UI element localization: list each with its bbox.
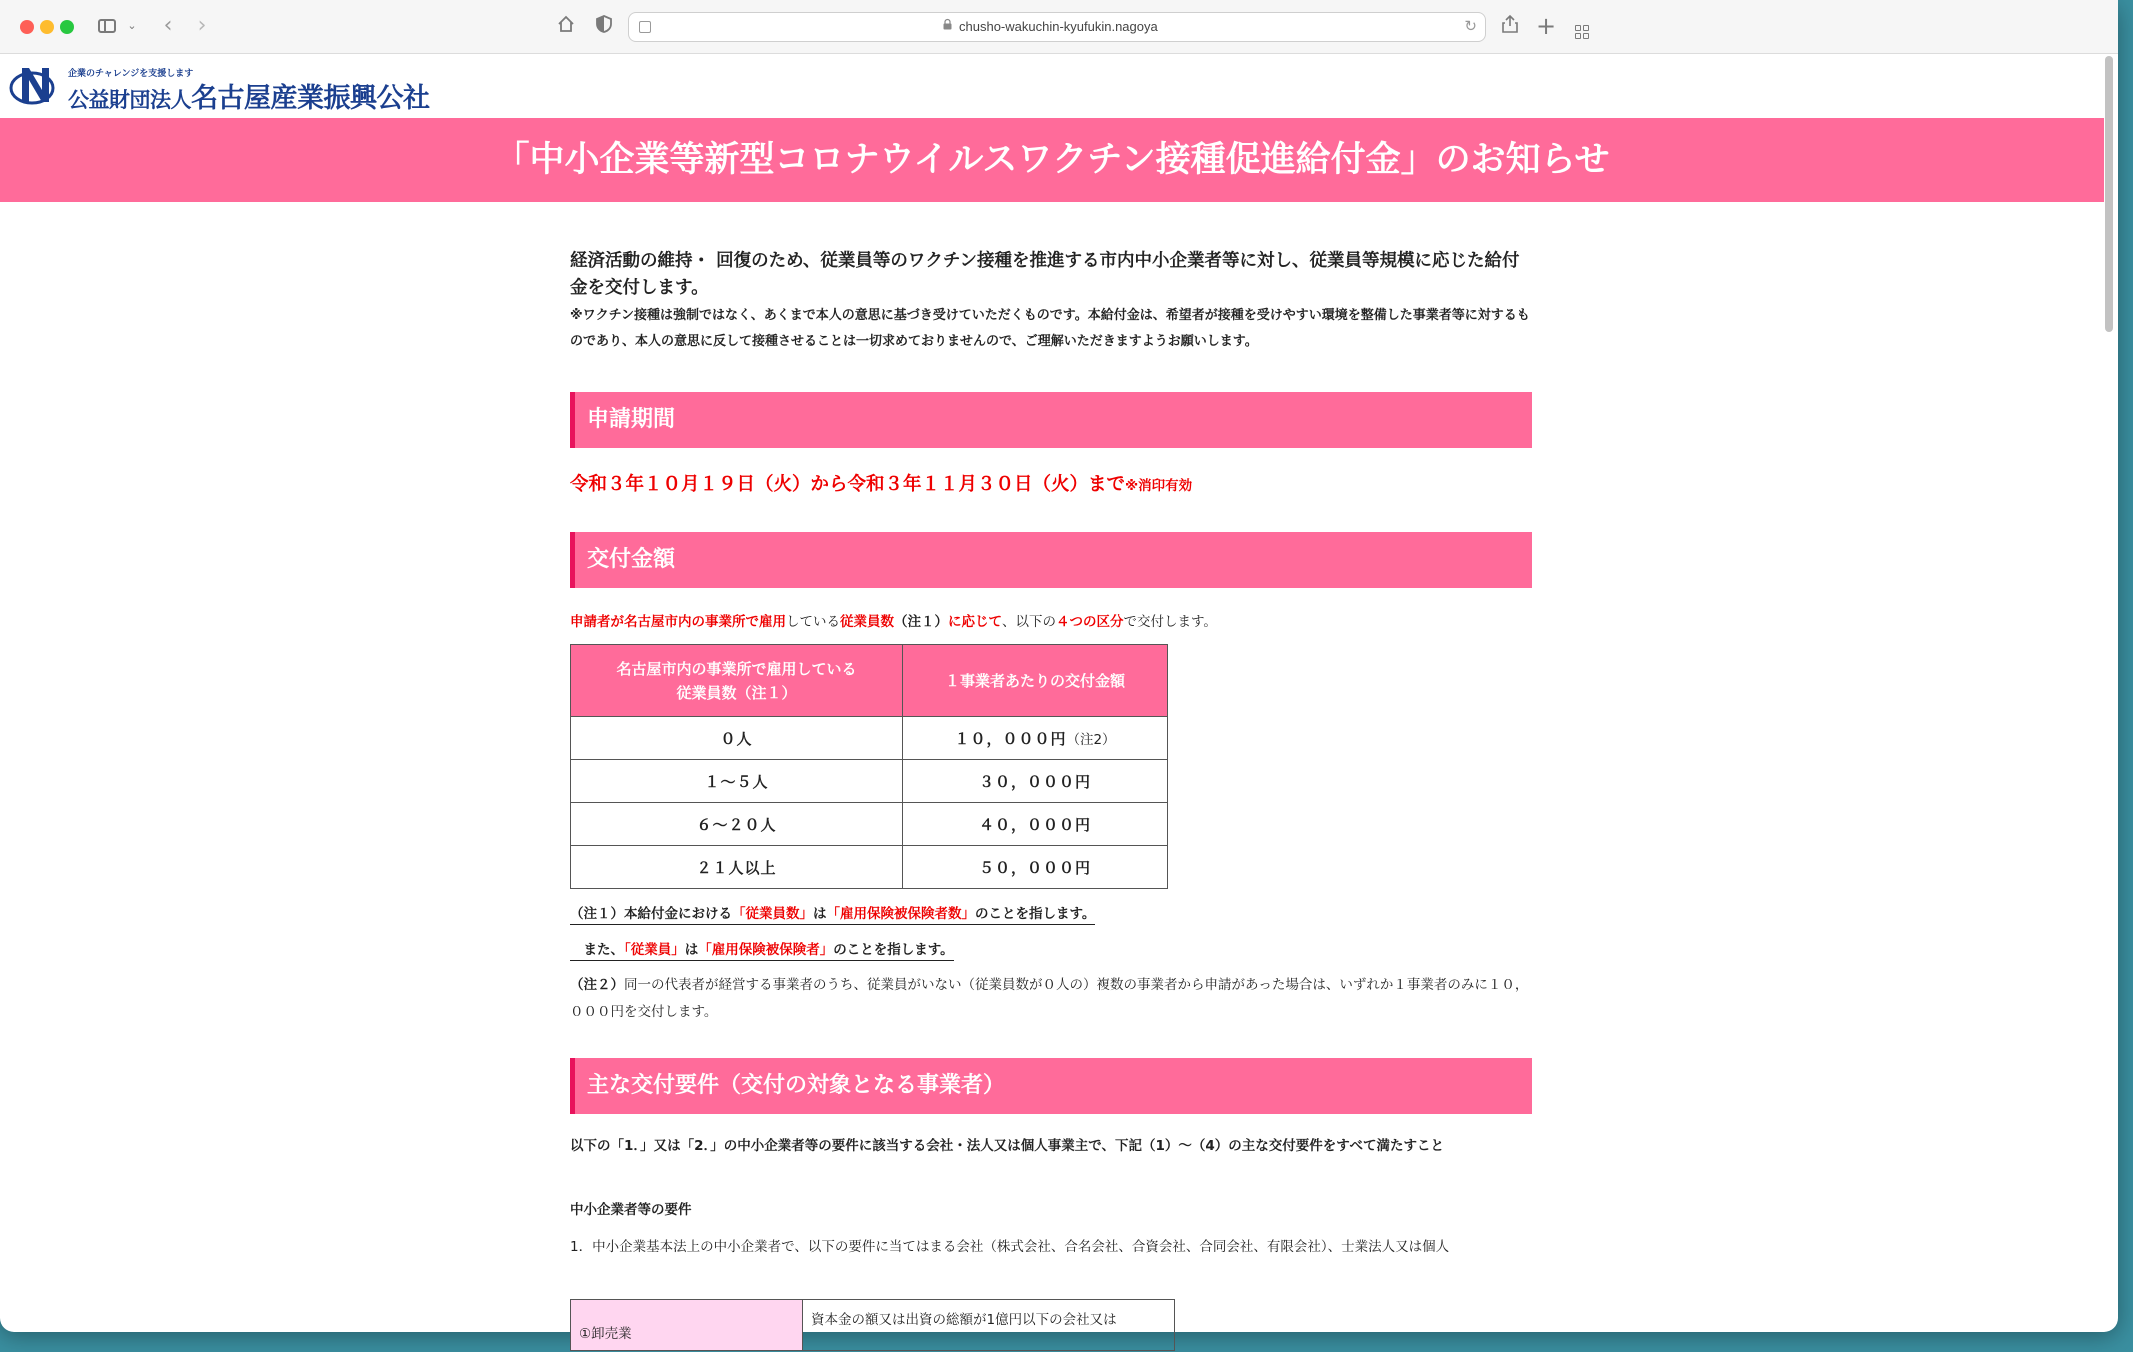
note1-part: 「雇用保険被保険者数」 [826,906,975,922]
amount-description [570,610,1217,630]
logo-prefix: 公益財団法人 [68,88,191,112]
amount-note: （注2） [1066,731,1116,748]
intro-note: ※ワクチン接種は強制ではなく、あくまで本人の意思に基づき受けていただくものです。本給付金は、希望者が接種を受けやすい環境を整備した事業者等に対するものであり、本人の意思に反して接種させることは一切求めておりませんので、ご理解いただきますようお願いします。 [570,308,1530,349]
section-heading-amount: 交付金額 [570,532,1532,588]
section-heading-requirements: 主な交付要件（交付の対象となる事業者） [570,1058,1532,1114]
intro-lead: 経済活動の維持・ 回復のため、従業員等のワクチン接種を推進する市内中小企業者等に対し、従業員等規模に応じた給付金を交付します。 [570,251,1520,298]
address-bar[interactable] [628,12,1486,42]
lock-icon [943,19,952,33]
page-title-banner: 「中小企業等新型コロナウイルスワクチン接種促進給付金」のお知らせ [0,118,2104,202]
minimize-window-button[interactable] [40,20,54,34]
note1b-part: のことを指します。 [833,942,954,958]
zoom-window-button[interactable] [60,20,74,34]
amount-table [570,644,1168,889]
note1-part: のことを指します。 [975,906,1096,922]
requirement-item-1: 1．中小企業基本法上の中小企業者で、以下の要件に当てはまる会社（株式会社、合名会社、合資会社、合同会社、有限会社）、士業法人又は個人 [570,1239,1450,1255]
desc-part: 申請者が名古屋市内の事業所で雇用 [570,614,786,630]
desc-part: 、以下の [1002,614,1056,630]
employees-cell: １～５人 [571,760,903,803]
desc-part: に応じて [948,614,1002,630]
requirements-subtitle: 中小企業者等の要件 [570,1202,692,1218]
table-header-amount: １事業者あたりの交付金額 [903,645,1168,717]
period-text: 令和３年１０月１９日（火）から令和３年１１月３０日（火）まで [570,474,1126,495]
table-header-row [571,645,1168,717]
employees-cell: ２１人以上 [571,846,903,889]
note1b-part: また、 [570,942,624,958]
sidebar-toggle-icon[interactable] [96,14,118,38]
scrollbar-thumb[interactable] [2105,56,2113,332]
amount-value: １０，０００円 [954,729,1067,748]
employees-cell: ６～２０人 [571,803,903,846]
desc-part: している [786,614,840,630]
amount-cell: ４０，０００円 [903,803,1168,846]
header-line: 名古屋市内の事業所で雇用している [616,659,857,678]
note1b-part: 「従業員」 [624,942,685,958]
note2-text: 同一の代表者が経営する事業者のうち、従業員がいない（従業員数が０人の）複数の事業者から申請があった場合は、いずれか１事業者のみに１０，０００円を交付します。 [570,977,1529,1020]
note-2 [570,972,1532,1026]
reload-icon[interactable]: ↻ [1464,17,1477,35]
organization-logo-icon[interactable] [10,64,58,106]
header-line: 従業員数（注１） [676,683,797,702]
table-row [571,1300,1175,1351]
url-text: chusho-wakuchin-kyufukin.nagoya [959,19,1158,34]
requirements-table [570,1299,1175,1351]
desc-part: で交付します。 [1123,614,1217,630]
industry-cell [571,1300,803,1351]
tab-overview-icon[interactable] [1570,14,1594,38]
chevron-down-icon[interactable]: ⌄ [127,19,137,32]
desc-part: （注１） [894,614,948,630]
section-heading-period: 申請期間 [570,392,1532,448]
table-row [571,760,1168,803]
amount-cell [903,717,1168,760]
logo-tagline: 企業のチャレンジを支援します [68,69,194,79]
table-row [571,717,1168,760]
table-row [571,803,1168,846]
amount-cell: ５０，０００円 [903,846,1168,889]
vertical-scrollbar[interactable] [2104,56,2114,1328]
amount-cell: ３０，０００円 [903,760,1168,803]
desc-part: 従業員数 [840,614,894,630]
note1-part: 「従業員数」 [732,906,813,922]
home-icon[interactable] [554,14,578,38]
note-1 [570,902,1095,925]
employees-cell: ０人 [571,717,903,760]
logo-name[interactable] [68,76,430,115]
forward-button[interactable]: › [197,13,207,38]
desc-part: ４つの区分 [1056,614,1124,630]
browser-toolbar [0,0,2118,54]
privacy-shield-icon[interactable] [592,14,616,38]
logo-org-name: 名古屋産業振興公社 [191,83,430,114]
close-window-button[interactable] [20,20,34,34]
postmark-note: ※消印有効 [1125,478,1193,494]
table-row [571,846,1168,889]
note1b-part: は [684,942,699,958]
application-period [570,470,1192,496]
table-header-employees [571,645,903,717]
capital-cell: 資本金の額又は出資の総額が1億円以下の会社又は [803,1300,1175,1351]
industry-label: ①卸売業 [579,1326,632,1342]
share-icon[interactable] [1498,14,1522,38]
note1b-part: 「雇用保険被保険者」 [698,942,834,958]
requirements-intro: 以下の「1．」又は「2．」の中小企業者等の要件に該当する会社・法人又は個人事業主で、下記（1）～（4）の主な交付要件をすべて満たすこと [570,1138,1445,1154]
back-button[interactable]: ‹ [163,13,173,38]
note1-part: は [813,906,827,922]
new-tab-button[interactable]: + [1535,12,1557,40]
note-1-continued [570,938,954,961]
note2-label: （注２） [570,977,624,993]
page-icon [639,21,651,33]
intro-block [570,248,1532,355]
note1-part: （注１）本給付金における [570,906,732,922]
